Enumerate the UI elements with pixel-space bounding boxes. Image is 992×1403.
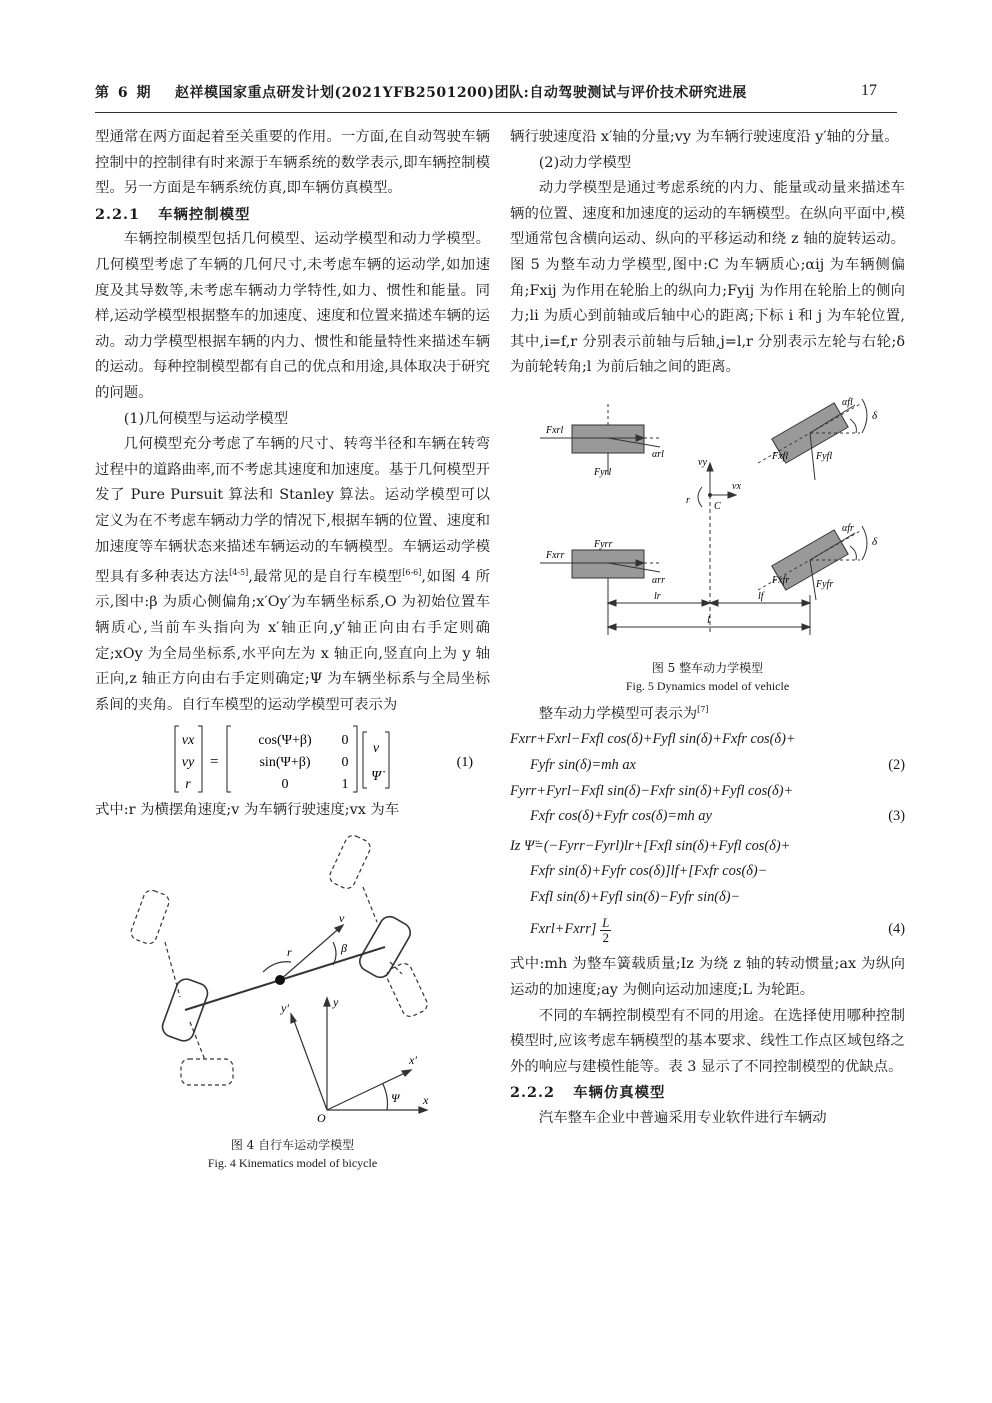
left-paragraph-3 — [95, 432, 490, 718]
figure-5-caption-en: Fig. 5 Dynamics model of vehicle — [625, 678, 790, 693]
section-number: 2.2.1 — [95, 205, 141, 223]
lhs-vx: vx — [181, 733, 195, 749]
equation-4-line-4-text: Fxrl+Fxrr] — [530, 921, 597, 938]
citation-6: [6-6] — [402, 568, 422, 578]
left-paragraph-4: 式中:r 为横摆角速度;v 为车辆行驶速度;vx 为车 — [95, 802, 400, 819]
fig5-label-Fyrl: Fyrl — [594, 466, 612, 478]
rhs-psi-dot: Ψ̇ — [371, 769, 381, 785]
rhs-v: v — [372, 741, 380, 757]
citation-7: [7] — [697, 704, 709, 714]
fraction-numerator: L — [602, 914, 610, 930]
matrix-m11: cos(Ψ+β) — [258, 733, 312, 749]
matrix-m12: 0 — [341, 733, 349, 749]
right-paragraph-1: 辆行驶速度沿 x′轴的分量;vy 为车辆行驶速度沿 y′轴的分量。 — [510, 129, 899, 145]
fig5-label-Fxrl: Fxrl — [546, 424, 564, 436]
fig5-label-Fyfl: Fyfl — [816, 450, 833, 462]
fig4-label-psi: Ψ — [391, 1091, 400, 1106]
equation-1 — [95, 722, 490, 796]
equation-2-number: (2) — [888, 756, 905, 773]
fig4-label-x-prime: x′ — [409, 1053, 417, 1068]
fig5-label-alpha-rl: αrl — [652, 448, 664, 460]
equation-2-line-1: Fxrr+Fxrl−Fxfl cos(δ)+Fyfl sin(δ)+Fxfr cos(δ)+ — [510, 731, 796, 748]
fig5-label-alpha-fl: αfl — [842, 396, 853, 408]
p3-text: 整车动力学模型可表示为 — [538, 705, 698, 722]
equation-2-line-2 — [510, 753, 905, 779]
right-paragraph-6: 汽车整车企业中普遍采用专业软件进行车辆动 — [538, 1110, 827, 1127]
subsection-dynamics: (2)动力学模型 — [538, 154, 632, 171]
fig4-label-x: x — [423, 1093, 429, 1108]
equation-3-number: (3) — [888, 808, 905, 825]
fraction-denominator: 2 — [602, 929, 609, 945]
matrix-m21: sin(Ψ+β) — [259, 755, 311, 771]
lhs-r: r — [185, 777, 191, 793]
equation-4-fraction — [600, 916, 611, 945]
equals-sign: = — [210, 754, 219, 771]
fig5-label-l: l — [707, 613, 711, 626]
equation-4-number: (4) — [888, 921, 905, 938]
left-paragraph-2: 车辆控制模型包括几何模型、运动学模型和动力学模型。几何模型考虑了车辆的几何尺寸,未考虑车辆的运动学,如加速度及其导数等,未考虑车辆动力学特性,如力、惯性和能量。同样,运动学模型根据整车的加速度、速度和位置来描述车辆的运动。动力学模型根据车辆的内力、惯性和能量特性来描述车辆的运动。每种控制模型都有自己的优点和用途,具体取决于研究的问题。 — [95, 231, 490, 401]
matrix-m32: 1 — [341, 777, 349, 793]
matrix-m22: 0 — [341, 755, 349, 771]
fig5-label-vy: vy — [698, 456, 707, 468]
figure-4-caption-en: Fig. 4 Kinematics model of bicycle — [207, 1156, 378, 1171]
fig5-label-delta-2: δ — [872, 535, 878, 548]
fig5-label-Fyfr: Fyfr — [816, 578, 834, 590]
equation-4-line-3: Fxfl sin(δ)+Fyfl sin(δ)−Fyfr sin(δ)− — [530, 888, 741, 905]
right-paragraph-3 — [510, 697, 905, 727]
figure-4-caption-cn: 图 4 自行车运动学模型 — [230, 1138, 355, 1153]
equation-2-line-2-text: Fyfr sin(δ)=mh ax — [530, 756, 636, 773]
fig5-label-Fxfr: Fxfr — [772, 574, 790, 586]
matrix-m31: 0 — [281, 777, 289, 793]
fig4-label-y-prime: y′ — [281, 1001, 289, 1016]
fig5-label-lr: lr — [654, 590, 661, 602]
fig5-label-delta-1: δ — [872, 409, 878, 422]
running-header — [95, 82, 897, 106]
fig5-label-r: r — [686, 494, 690, 506]
equation-3-line-1: Fyrr+Fyrl−Fxfl sin(δ)−Fxfr sin(δ)+Fyfl cos(δ)+ — [510, 782, 794, 799]
section-2-2-1-heading — [95, 202, 490, 228]
left-column — [95, 125, 490, 1172]
page-number: 17 — [861, 82, 877, 99]
equation-4-line-2: Fxfr sin(δ)+Fyfr cos(δ)]lf+[Fxfr cos(δ)− — [530, 863, 768, 880]
figure-4-bicycle-model — [95, 832, 490, 1122]
subsection-geometric-kinematic: (1)几何模型与运动学模型 — [123, 410, 289, 427]
fig4-label-r: r — [287, 945, 292, 960]
right-paragraph-5: 不同的车辆控制模型有不同的用途。在选择使用哪种控制模型时,应该考虑车辆模型的基本要求、线性工作点区域包络之外的响应与建模性能等。表 3 显示了不同控制模型的优缺点。 — [510, 1007, 905, 1075]
right-paragraph-4: 式中:mh 为整车簧载质量;Iz 为绕 z 轴的转动惯量;ax 为纵向运动的加速度;ay 为侧向运动加速度;L 为轮距。 — [510, 956, 905, 999]
equation-1-number: (1) — [456, 755, 473, 771]
running-title: 赵祥模国家重点研发计划(2021YFB2501200)团队:自动驾驶测试与评价技术研究进展 — [175, 85, 747, 101]
right-paragraph-2: 动力学模型是通过考虑系统的内力、能量或动量来描述车辆的位置、速度和加速度的运动的车辆模型。在纵向平面中,模型通常包含横向运动、纵向的平移运动和绕 z 轴的旋转运动。图 5 为整车动力学模型,图中:C 为车辆质心;αij 为车辆侧偏角;Fxij 为作用在轮胎上的纵向力;Fyij 为作用在轮胎上的侧向力;li 为质心到前轴或后轴中心的距离;下标 i 和 j 为车轮位置,其中,i=f,r 分别表示前轴与后轴,j=l,r 分别表示左轮与右轮;δ 为前轮转角;l 为前后轴之间的距离。 — [510, 180, 905, 376]
fig5-label-C: C — [714, 500, 721, 512]
fig4-label-y: y — [333, 995, 339, 1010]
citation-4-5: [4-5] — [229, 568, 249, 578]
fig4-label-origin: O — [317, 1111, 326, 1123]
p3-text-b: ,最常见的是自行车模型 — [248, 568, 403, 585]
p3-text-c: ,如图 4 所示,图中:β 为质心侧偏角;x′Oy′为车辆坐标系,O 为初始位置车辆质心,当前车头指向为 x′轴正向,y′轴正向由右手定则确定;xOy 为全局坐标系,水平向左为 x 轴正向,竖直向上为 y 轴正向,z 轴正方向由右手定则确定;Ψ 为车辆坐标系与全局坐标系间的夹角。自行车模型的运动学模型可表示为 — [95, 568, 490, 713]
section-title: 车辆控制模型 — [158, 205, 251, 223]
left-paragraph-1: 型通常在两方面起着至关重要的作用。一方面,在自动驾驶车辆控制中的控制律有时来源于车辆系统的数学表示,即车辆控制模型。另一方面是车辆系统仿真,即车辆仿真模型。 — [95, 129, 490, 197]
fig5-label-Fyrr: Fyrr — [594, 538, 613, 550]
equation-4-line-1: Iz Ψ̈=(−Fyrr−Fyrl)lr+[Fxfl sin(δ)+Fyfl cos(δ)+ — [510, 837, 791, 854]
fig5-label-alpha-rr: αrr — [652, 574, 666, 586]
p3-text-a: 几何模型充分考虑了车辆的尺寸、转弯半径和车辆在转弯过程中的道路曲率,而不考虑其速度和加速度。基于几何模型开发了 Pure Pursuit 算法和 Stanley 算法。运动学模型可以定义为在不考虑车辆动力学的情况下,根据车辆的位置、速度和加速度等车辆状态来描述车辆运动的车辆模型。车辆运动学模型具有多种表达方法 — [95, 436, 490, 585]
section-number: 2.2.2 — [510, 1084, 556, 1102]
fig5-label-alpha-fr: αfr — [842, 522, 854, 534]
lhs-vy: vy — [181, 755, 195, 771]
fig4-label-v: v — [339, 911, 345, 926]
equation-1-matrix — [95, 722, 490, 796]
section-2-2-2-heading — [510, 1080, 905, 1106]
fig5-label-Fxrr: Fxrr — [546, 549, 565, 561]
right-column — [510, 125, 905, 1132]
section-title: 车辆仿真模型 — [573, 1084, 666, 1102]
fig5-label-lf: lf — [758, 590, 764, 602]
equation-3-line-2-text: Fxfr cos(δ)+Fyfr cos(δ)=mh ay — [530, 808, 712, 825]
issue-number: 第 6 期 — [95, 85, 153, 101]
header-rule — [95, 112, 897, 113]
fig4-label-beta: β — [341, 941, 347, 956]
figure-5-caption-cn: 图 5 整车动力学模型 — [651, 660, 764, 675]
equation-3-line-2 — [510, 804, 905, 830]
figure-5-dynamics-model — [510, 395, 905, 655]
fig5-label-Fxfl: Fxfl — [772, 450, 789, 462]
equation-4-line-4 — [510, 910, 905, 948]
fig5-label-vx: vx — [732, 480, 741, 492]
